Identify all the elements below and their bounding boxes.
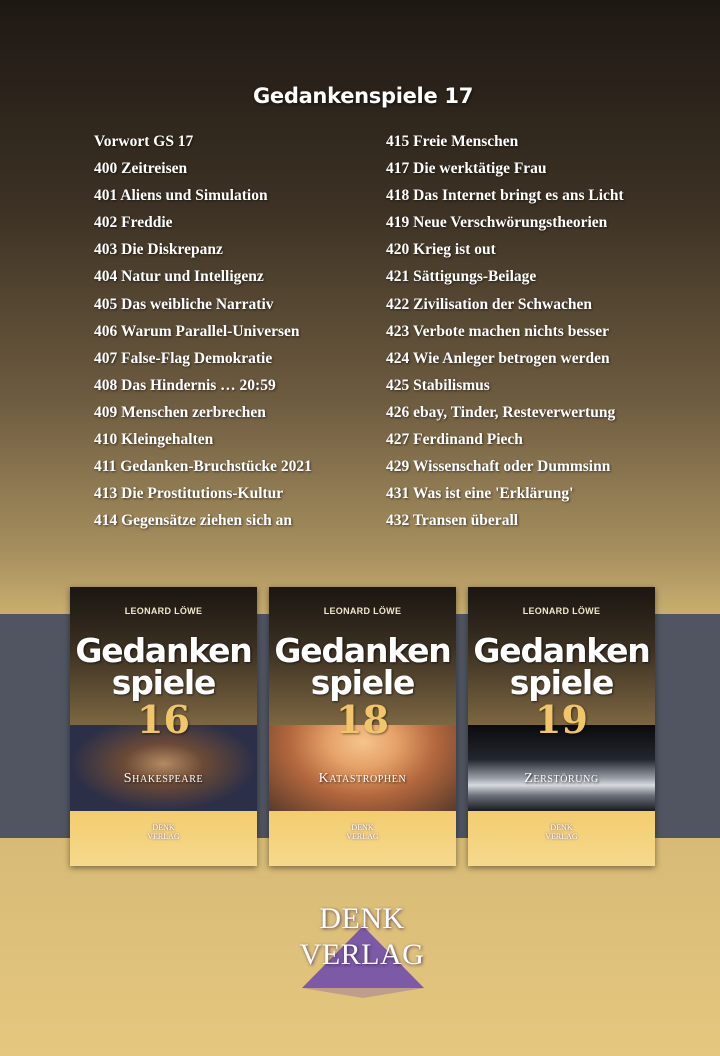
logo-reflection bbox=[302, 988, 424, 998]
toc-item: 432 Transen überall bbox=[386, 512, 519, 530]
book-number: 19 bbox=[535, 697, 588, 742]
book-cover-19[interactable] bbox=[468, 587, 655, 866]
book-title-line1: Gedanken bbox=[473, 631, 650, 670]
toc-item: 405 Das weibliche Narrativ bbox=[94, 295, 274, 313]
toc-item: 420 Krieg ist out bbox=[386, 241, 496, 259]
mini-logo-line1: DENK bbox=[550, 823, 573, 832]
toc-item: 426 ebay, Tinder, Resteverwertung bbox=[386, 403, 616, 421]
publisher-mini-logo bbox=[70, 823, 257, 841]
logo-line2: VERLAG bbox=[299, 938, 425, 971]
book-title-line2: spiele bbox=[111, 663, 216, 702]
logo-line1: DENK bbox=[319, 902, 405, 935]
mini-logo-line1: DENK bbox=[152, 823, 175, 832]
toc-item: 414 Gegensätze ziehen sich an bbox=[94, 512, 293, 530]
book-author: LEONARD LÖWE bbox=[124, 606, 203, 616]
publisher-mini-logo bbox=[269, 823, 456, 841]
toc-item: 402 Freddie bbox=[94, 214, 173, 232]
mini-logo-line2: VERLAG bbox=[346, 832, 379, 841]
publisher-mini-logo bbox=[468, 823, 655, 841]
book-title-line1: Gedanken bbox=[274, 631, 451, 670]
toc-item: 406 Warum Parallel-Universen bbox=[94, 322, 300, 340]
toc-item: 407 False-Flag Demokratie bbox=[94, 349, 273, 367]
toc-item: 403 Die Diskrepanz bbox=[94, 241, 223, 259]
book-title-line2: spiele bbox=[310, 663, 415, 702]
book-number: 18 bbox=[336, 697, 389, 742]
toc-item: 400 Zeitreisen bbox=[94, 160, 188, 178]
book-title-line1: Gedanken bbox=[75, 631, 252, 670]
toc-item: Vorwort GS 17 bbox=[94, 133, 194, 150]
toc-item: 413 Die Prostitutions-Kultur bbox=[94, 485, 284, 503]
toc-item: 404 Natur und Intelligenz bbox=[94, 268, 264, 286]
book-cover-18[interactable] bbox=[269, 587, 456, 866]
book-title-line2: spiele bbox=[509, 663, 614, 702]
toc-item: 427 Ferdinand Piech bbox=[386, 431, 523, 449]
toc-item: 429 Wissenschaft oder Dummsinn bbox=[386, 458, 611, 476]
toc-item: 421 Sättigungs-Beilage bbox=[386, 268, 537, 286]
page-title: Gedankenspiele 17 bbox=[252, 84, 474, 108]
toc-item: 422 Zivilisation der Schwachen bbox=[386, 295, 592, 313]
mini-logo-line2: VERLAG bbox=[147, 832, 180, 841]
book-author: LEONARD LÖWE bbox=[323, 606, 402, 616]
toc-item: 411 Gedanken-Bruchstücke 2021 bbox=[94, 458, 312, 476]
toc-item: 424 Wie Anleger betrogen werden bbox=[386, 349, 610, 367]
book-subtitle: Zerstörung bbox=[524, 771, 599, 786]
book-author: LEONARD LÖWE bbox=[522, 606, 601, 616]
book-subtitle: Shakespeare bbox=[123, 771, 204, 786]
book-subtitle: Katastrophen bbox=[318, 771, 407, 786]
toc-item: 415 Freie Menschen bbox=[386, 133, 519, 150]
toc-item: 431 Was ist eine 'Erklärung' bbox=[386, 485, 574, 503]
publisher-logo bbox=[286, 902, 438, 1002]
toc-item: 425 Stabilismus bbox=[386, 376, 490, 394]
book-cover-16[interactable] bbox=[70, 587, 257, 866]
toc-item: 419 Neue Verschwörungstheorien bbox=[386, 214, 608, 232]
book-number: 16 bbox=[137, 697, 190, 742]
toc-item: 410 Kleingehalten bbox=[94, 431, 214, 449]
toc-item: 418 Das Internet bringt es ans Licht bbox=[386, 187, 624, 205]
toc-item: 423 Verbote machen nichts besser bbox=[386, 322, 610, 340]
toc-left-column bbox=[94, 128, 312, 534]
toc-right-column bbox=[386, 128, 624, 534]
mini-logo-line1: DENK bbox=[351, 823, 374, 832]
toc-item: 408 Das Hindernis … 20:59 bbox=[94, 376, 276, 394]
toc-item: 401 Aliens und Simulation bbox=[94, 187, 268, 205]
mini-logo-line2: VERLAG bbox=[545, 832, 578, 841]
toc-item: 417 Die werktätige Frau bbox=[386, 160, 547, 178]
toc-item: 409 Menschen zerbrechen bbox=[94, 403, 266, 421]
